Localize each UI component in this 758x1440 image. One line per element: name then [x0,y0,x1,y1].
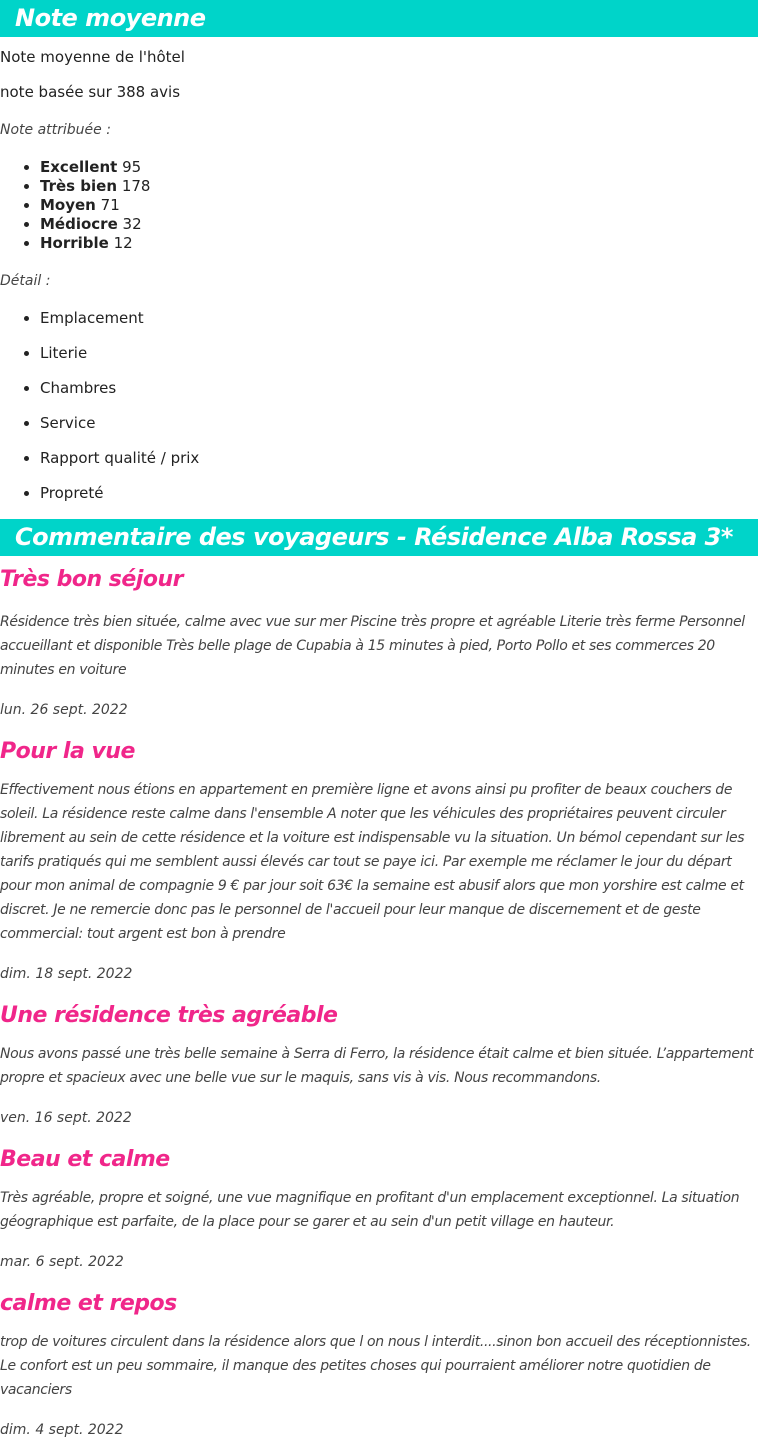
hotel-rating-label: Note moyenne de l'hôtel [0,48,185,66]
rating-count: 12 [113,234,133,252]
detail-item-rapport-qualite-prix: • Rapport qualité / prix [40,448,758,468]
review-body: trop de voitures circulent dans la résidence alors que l on nous l interdit....sinon bon accueil des réceptionnistes. Le confort est un peu sommaire, il manque des petites choses qui pourraient améliorer notre quotidien de vacanciers [0,1334,751,1398]
rating-count: 71 [100,196,120,214]
review-card [0,1290,758,1440]
rating-label: Moyen [40,196,96,214]
review-date: lun. 26 sept. 2022 [0,702,128,718]
detail-label: Détail : [0,273,51,289]
review-card [0,566,758,720]
detail-item-emplacement: • Emplacement [40,308,758,328]
attributed-rating-label: Note attribuée : [0,122,111,138]
rating-label: Excellent [40,158,118,176]
review-card [0,738,758,984]
review-card [0,1146,758,1272]
review-body: Nous avons passé une très belle semaine à Serra di Ferro, la résidence était calme et bien située. L’appartement propre et spacieux avec une belle vue sur le maquis, sans vis à vis. Nous recommandons. [0,1046,754,1086]
rating-item-mediocre [40,215,758,234]
detail-item-proprete: • Propreté [40,483,758,503]
review-date: dim. 4 sept. 2022 [0,1422,124,1438]
rating-item-excellent [40,158,758,177]
rating-count: 32 [122,215,142,233]
review-body: Très agréable, propre et soigné, une vue magnifique en profitant d'un emplacement exceptionnel. La situation géographique est parfaite, de la place pour se garer et au sein d'un petit village en hauteur. [0,1190,740,1230]
rating-section-header: Note moyenne [0,0,758,37]
review-title: calme et repos [0,1291,177,1316]
review-card [0,1002,758,1128]
rating-item-moyen [40,196,758,215]
review-title: Pour la vue [0,739,135,764]
detail-item-service: • Service [40,413,758,433]
rating-breakdown-list [0,158,758,253]
review-date: dim. 18 sept. 2022 [0,966,133,982]
rating-item-horrible [40,234,758,253]
review-title: Très bon séjour [0,567,183,592]
reviews-section-header: Commentaire des voyageurs - Résidence Alba Rossa 3* [0,519,758,556]
review-body: Résidence très bien située, calme avec vue sur mer Piscine très propre et agréable Literie très ferme Personnel accueillant et disponible Très belle plage de Cupabia à 15 minutes à pied, Porto Pollo et ses commerces 20 minutes en voiture [0,614,745,678]
review-title: Beau et calme [0,1147,170,1172]
review-list [0,566,758,1440]
review-date: ven. 16 sept. 2022 [0,1110,132,1126]
rating-label: Très bien [40,177,118,195]
review-body: Effectivement nous étions en appartement en première ligne et avons ainsi pu profiter de beaux couchers de soleil. La résidence reste calme dans l'ensemble A noter que les véhicules des propriétaires peuvent circuler librement au sein de cette résidence et la voiture est indispensable vu la situation. Un bémol cependant sur les tarifs pratiqués qui me semblent aussi élevés car tout se paye ici. Par exemple me réclamer le jour du départ pour mon animal de compagnie 9 € par jour soit 63€ la semaine est abusif alors que mon yorshire est calme et discret. Je ne remercie donc pas le personnel de l'accueil pour leur manque de discernement et de geste commercial: tout argent est bon à prendre [0,782,745,942]
review-date: mar. 6 sept. 2022 [0,1254,124,1270]
rating-label: Médiocre [40,215,118,233]
review-count-text: note basée sur 388 avis [0,83,181,101]
detail-item-chambres: • Chambres [40,378,758,398]
detail-criteria-list [0,308,758,503]
rating-count: 178 [121,177,151,195]
review-title: Une résidence très agréable [0,1003,338,1028]
rating-label: Horrible [40,234,109,252]
rating-count: 95 [122,158,142,176]
rating-item-tres-bien [40,177,758,196]
detail-item-literie: • Literie [40,343,758,363]
